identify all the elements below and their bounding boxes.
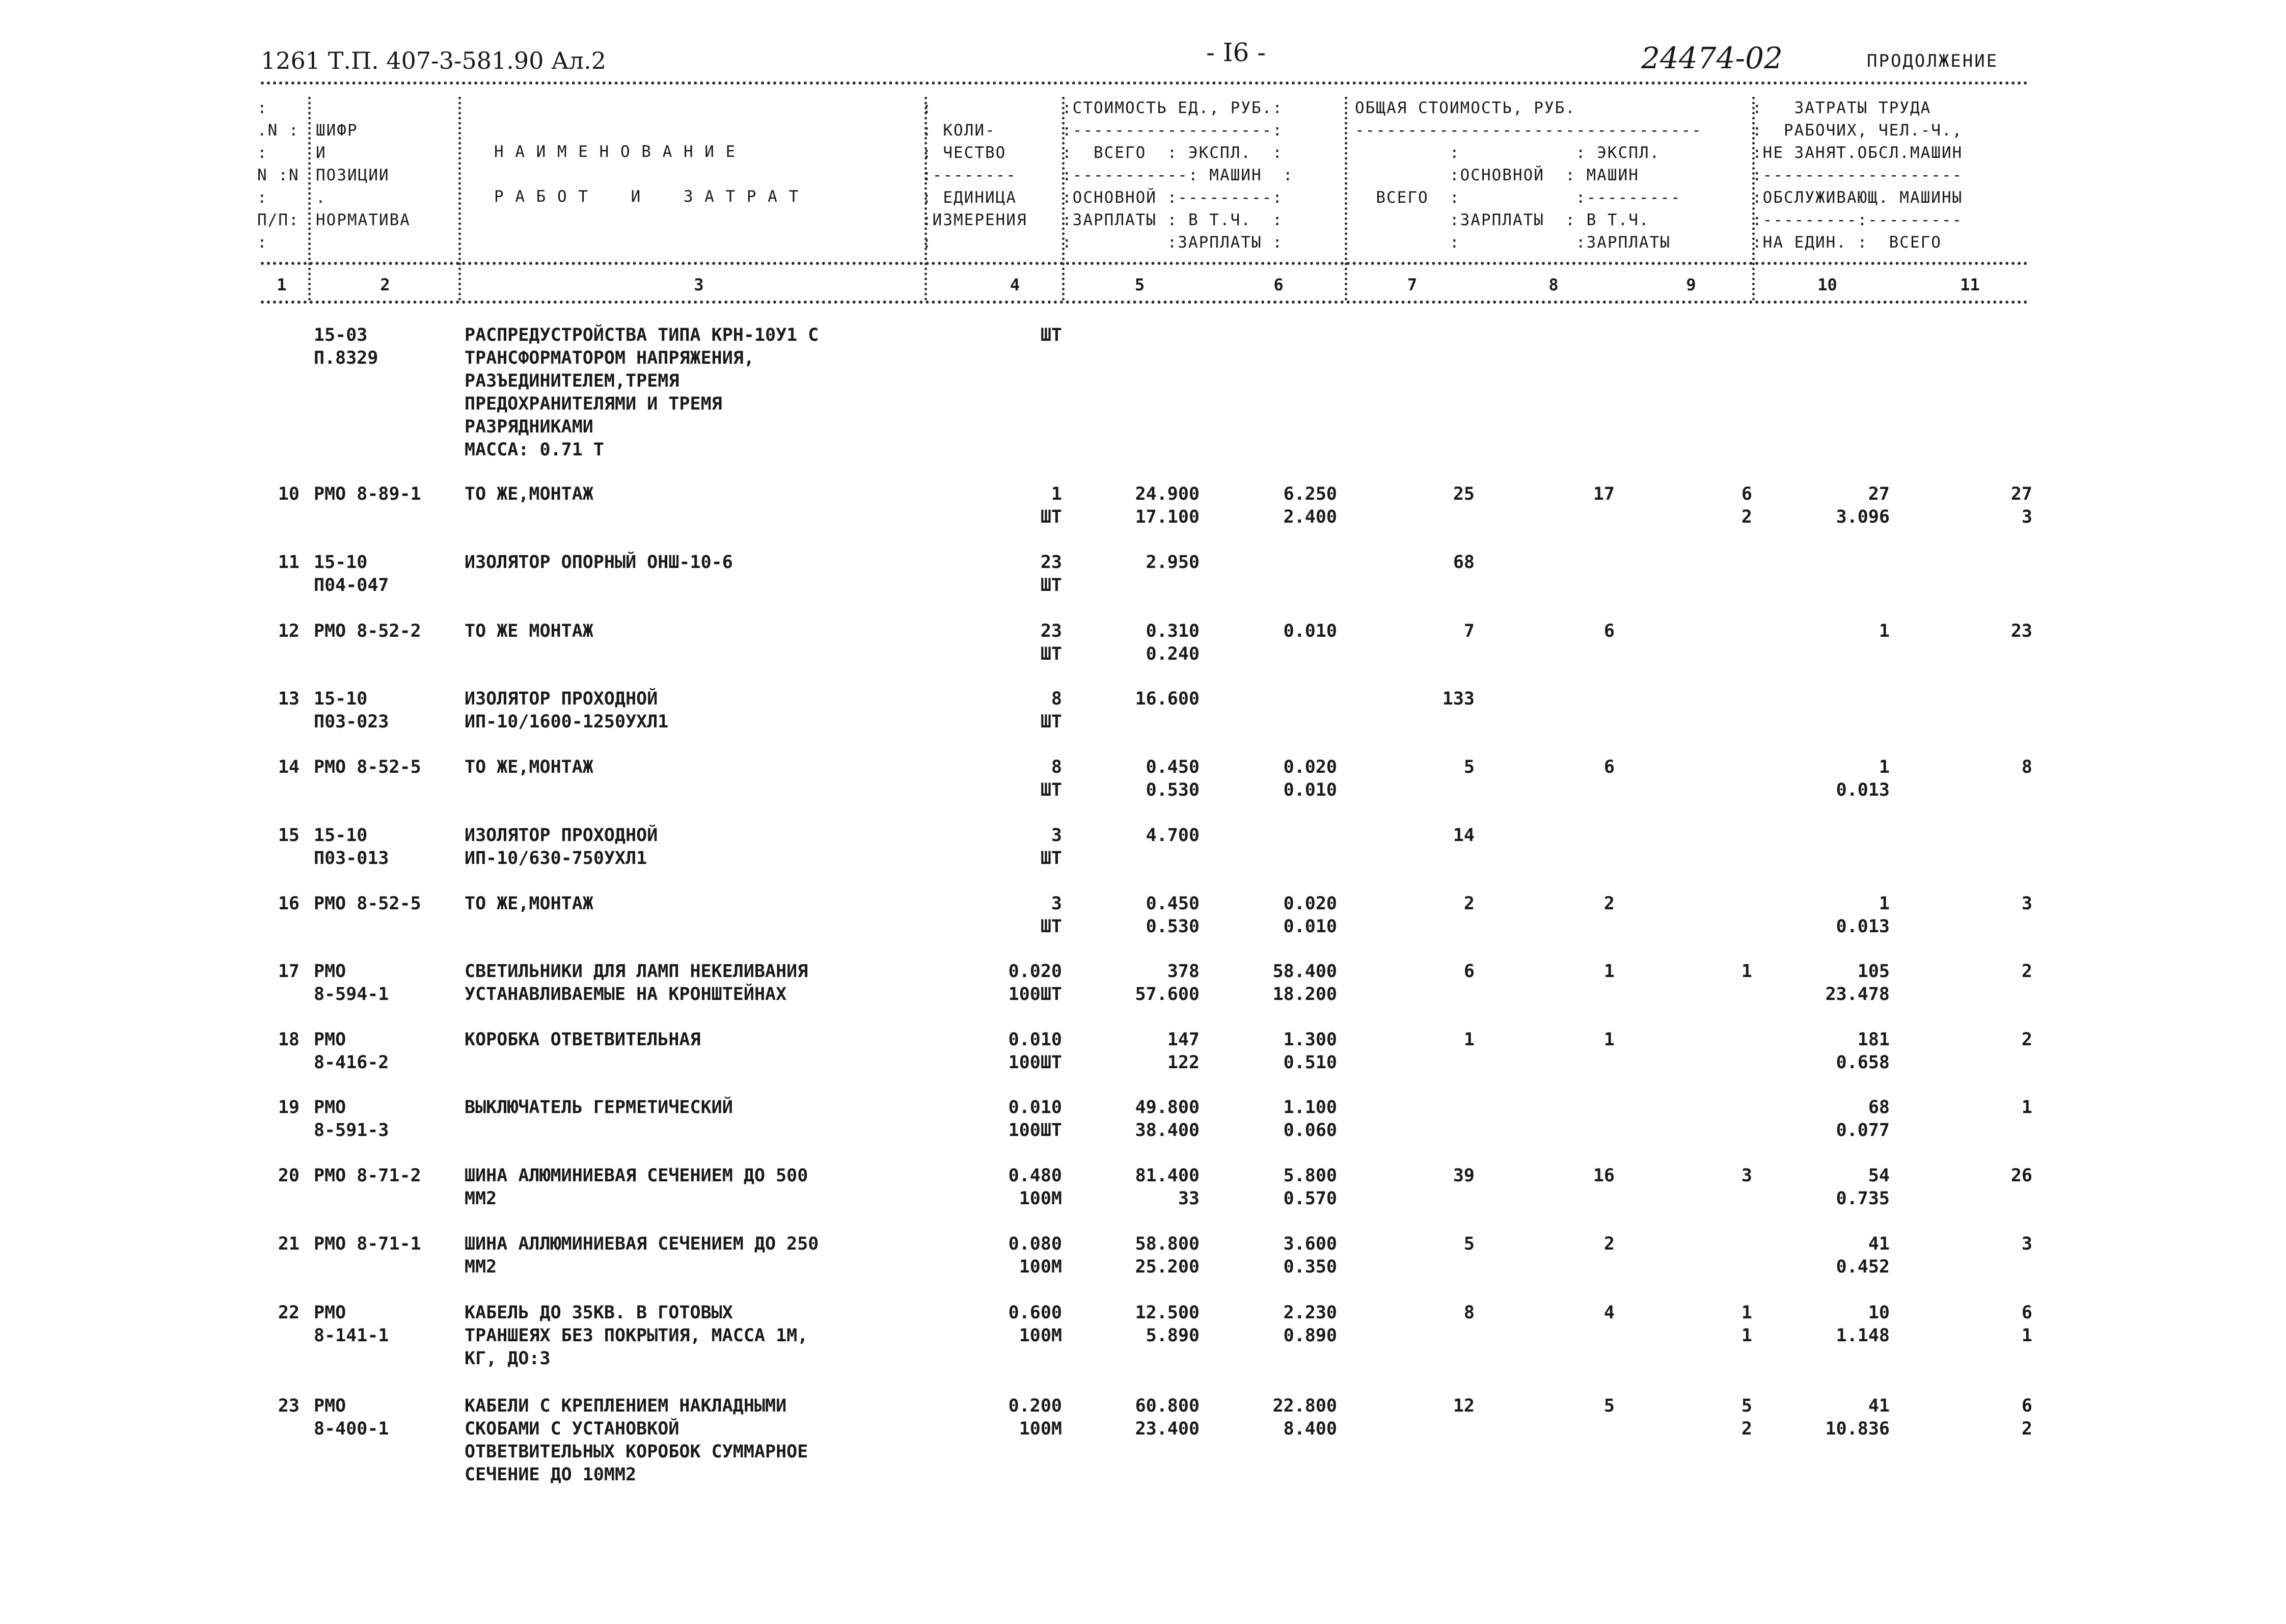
row-unit-cost: 60.800 23.400: [1135, 1396, 1200, 1439]
row-total-cost: 68: [1453, 552, 1475, 573]
row-total-wages: 4: [1603, 1303, 1615, 1323]
row-quantity: 0.010 100ШТ: [1008, 1097, 1062, 1141]
row-quantity: 8 ШТ: [1040, 757, 1062, 800]
row-quantity: 8 ШТ: [1040, 689, 1062, 732]
row-number: 13: [278, 689, 300, 709]
row-number: 16: [278, 894, 300, 914]
row-total-wages: 17: [1593, 484, 1615, 504]
row-code: РМО 8-141-1: [314, 1303, 389, 1346]
row-total-wages: 1: [1603, 961, 1615, 982]
project-code: 24474-02: [1641, 41, 1783, 75]
row-unit-machine-cost: 0.020 0.010: [1283, 757, 1337, 800]
column-number-5: 5: [1134, 275, 1145, 294]
column-number-7: 7: [1407, 275, 1418, 294]
row-total-machine: 1 1: [1741, 1303, 1752, 1346]
row-labor-total: 8: [2021, 757, 2032, 777]
row-labor-total: 26: [2010, 1166, 2032, 1186]
row-total-machine: 5 2: [1741, 1396, 1752, 1439]
column-number-2: 2: [380, 275, 390, 294]
row-unit-machine-cost: 2.230 0.890: [1283, 1303, 1337, 1346]
row-total-cost: 12: [1453, 1396, 1475, 1416]
column-number-11: 11: [1960, 275, 1980, 294]
row-code: РМО 8-591-3: [314, 1097, 389, 1141]
row-labor-total: 27 3: [2010, 484, 2032, 527]
row-unit-cost: 12.500 5.890: [1135, 1303, 1200, 1346]
row-quantity: 3 ШТ: [1040, 894, 1062, 937]
row-name: ТО ЖЕ,МОНТАЖ: [465, 484, 593, 504]
row-unit-machine-cost: 58.400 18.200: [1272, 961, 1337, 1005]
row-labor-total: 2: [2021, 961, 2032, 982]
row-unit-machine-cost: 0.010: [1283, 621, 1337, 641]
row-labor-unit: 41 0.452: [1836, 1234, 1890, 1277]
row-number: 23: [278, 1396, 300, 1416]
row-code: РМО 8-594-1: [314, 961, 389, 1005]
row-unit-machine-cost: 3.600 0.350: [1283, 1234, 1337, 1277]
row-unit-cost: 81.400 33: [1135, 1166, 1200, 1209]
page-number: - I6 -: [1206, 38, 1266, 67]
row-code: 15-10 П04-047: [314, 552, 389, 596]
row-name: ИЗОЛЯТОР ОПОРНЫЙ ОНШ-10-6: [465, 552, 733, 573]
row-number: 19: [278, 1097, 300, 1118]
row-code: РМО 8-71-1: [314, 1234, 421, 1254]
row-labor-unit: 105 23.478: [1825, 961, 1890, 1005]
row-code: РМО 8-89-1: [314, 484, 421, 504]
row-quantity: 0.480 100М: [1008, 1166, 1062, 1209]
col-sep-6: [1345, 97, 1347, 301]
row-labor-unit: 181 0.658: [1836, 1030, 1890, 1073]
row-name: ВЫКЛЮЧАТЕЛЬ ГЕРМЕТИЧЕСКИЙ: [465, 1097, 733, 1118]
row-unit-cost: 147 122: [1167, 1030, 1200, 1073]
row-number: 10: [278, 484, 300, 504]
col-sep-1: [308, 97, 311, 301]
row-labor-total: 6 2: [2021, 1396, 2032, 1439]
row-total-wages: 5: [1603, 1396, 1615, 1416]
row-number: 12: [278, 621, 300, 641]
row-unit-machine-cost: 0.020 0.010: [1283, 894, 1337, 937]
row-quantity: 23 ШТ: [1040, 621, 1062, 664]
header-col-7-9: ОБЩАЯ СТОИМОСТЬ, РУБ. --------------------------------- : : ЭКСПЛ. :ОСНОВНОЙ : МАШИН ВСЕГО : :--------- :ЗАРПЛАТЫ : В Т.Ч. : :ЗАРПЛАТЫ: [1355, 99, 1702, 252]
row-labor-unit: 41 10.836: [1825, 1396, 1890, 1439]
row-labor-total: 6 1: [2021, 1303, 2032, 1346]
row-total-machine: 6 2: [1741, 484, 1752, 527]
row-total-cost: 133: [1442, 689, 1475, 709]
row-labor-total: 3: [2021, 1234, 2032, 1254]
row-name: ИЗОЛЯТОР ПРОХОДНОЙ ИП-10/630-750УХЛ1: [465, 825, 658, 869]
row-total-machine: 1: [1741, 961, 1752, 982]
row-labor-total: 23: [2010, 621, 2032, 641]
row-name: ШИНА АЛЛЮМИНИЕВАЯ СЕЧЕНИЕМ ДО 250 ММ2: [465, 1234, 819, 1277]
row-total-cost: 2: [1463, 894, 1475, 914]
table-top-rule: [261, 82, 2028, 85]
row-code: РМО 8-52-2: [314, 621, 421, 641]
row-total-cost: 7: [1463, 621, 1475, 641]
continuation-label: ПРОДОЛЖЕНИЕ: [1867, 51, 1999, 71]
row-name: ТО ЖЕ,МОНТАЖ: [465, 757, 593, 777]
column-number-rule: [261, 301, 2028, 304]
row-quantity: 0.020 100ШТ: [1008, 961, 1062, 1005]
row-quantity: 3 ШТ: [1040, 825, 1062, 869]
row-name: КОРОБКА ОТВЕТВИТЕЛЬНАЯ: [465, 1030, 701, 1050]
header-col-5-6: :СТОИМОСТЬ ЕД., РУБ.: :-------------------: : ВСЕГО : ЭКСПЛ. : :-----------: МАШИН : :ОСНОВНОЙ :---------: :ЗАРПЛАТЫ : В Т.Ч. : : :ЗАРПЛАТЫ :: [1062, 99, 1294, 252]
row-unit-machine-cost: 22.800 8.400: [1272, 1396, 1337, 1439]
row-total-wages: 1: [1603, 1030, 1615, 1050]
row-total-cost: 1: [1463, 1030, 1475, 1050]
row-unit-cost: 0.450 0.530: [1146, 894, 1200, 937]
row-quantity: 0.080 100М: [1008, 1234, 1062, 1277]
row-total-cost: 5: [1463, 757, 1475, 777]
header-bottom-rule: [261, 262, 2028, 265]
row-labor-unit: 54 0.735: [1836, 1166, 1890, 1209]
header-col-4: : : КОЛИ- : ЧЕСТВО :-------- : ЕДИНИЦА :ИЗМЕРЕНИЯ :: [922, 99, 1027, 252]
row-total-cost: 8: [1463, 1303, 1475, 1323]
row-unit-cost: 58.800 25.200: [1135, 1234, 1200, 1277]
row-total-wages: 6: [1603, 757, 1615, 777]
row-name: ТО ЖЕ,МОНТАЖ: [465, 894, 593, 914]
row-labor-unit: 1 0.013: [1836, 757, 1890, 800]
row-number: 18: [278, 1030, 300, 1050]
row-labor-unit: 1: [1879, 621, 1890, 641]
row-number: 21: [278, 1234, 300, 1254]
row-number: 15: [278, 825, 300, 846]
row-number: 14: [278, 757, 300, 777]
col-sep-2: [458, 97, 461, 301]
row-quantity: ШТ: [1040, 325, 1062, 345]
row-quantity: 23 ШТ: [1040, 552, 1062, 596]
row-unit-machine-cost: 1.100 0.060: [1283, 1097, 1337, 1141]
row-number: 22: [278, 1303, 300, 1323]
row-code: РМО 8-416-2: [314, 1030, 389, 1073]
row-unit-cost: 0.450 0.530: [1146, 757, 1200, 800]
row-total-cost: 25: [1453, 484, 1475, 504]
row-name: КАБЕЛИ С КРЕПЛЕНИЕМ НАКЛАДНЫМИ СКОБАМИ С УСТАНОВКОЙ ОТВЕТВИТЕЛЬНЫХ КОРОБОК СУММАРНОЕ СЕЧЕНИЕ ДО 10ММ2: [465, 1396, 808, 1485]
row-total-wages: 2: [1603, 894, 1615, 914]
row-number: 11: [278, 552, 300, 573]
row-labor-unit: 10 1.148: [1836, 1303, 1890, 1346]
row-unit-cost: 4.700: [1146, 825, 1200, 846]
document-reference: 1261 Т.П. 407-3-581.90 Ал.2: [261, 47, 607, 74]
row-total-machine: 3: [1741, 1166, 1752, 1186]
row-name: ИЗОЛЯТОР ПРОХОДНОЙ ИП-10/1600-1250УХЛ1: [465, 689, 669, 732]
row-unit-machine-cost: 5.800 0.570: [1283, 1166, 1337, 1209]
row-total-cost: 6: [1463, 961, 1475, 982]
row-unit-cost: 24.900 17.100: [1135, 484, 1200, 527]
row-number: 17: [278, 961, 300, 982]
row-total-wages: 2: [1603, 1234, 1615, 1254]
row-unit-cost: 378 57.600: [1135, 961, 1200, 1005]
column-number-3: 3: [694, 275, 704, 294]
row-name: КАБЕЛЬ ДО 35КВ. В ГОТОВЫХ ТРАНШЕЯХ БЕЗ ПОКРЫТИЯ, МАССА 1М, КГ, ДО:3: [465, 1303, 808, 1369]
row-quantity: 1 ШТ: [1040, 484, 1062, 527]
header-col-10-11: : ЗАТРАТЫ ТРУДА : РАБОЧИХ, ЧЕЛ.-Ч., :НЕ ЗАНЯТ.ОБСЛ.МАШИН :------------------- :ОБСЛУЖИВАЮЩ. МАШИНЫ :---------:--------- :НА ЕДИН. : ВСЕГО: [1752, 99, 1963, 252]
row-unit-cost: 49.800 38.400: [1135, 1097, 1200, 1141]
header-col-3: Н А И М Е Н О В А Н И Е Р А Б О Т И З А Т Р А Т: [494, 143, 800, 206]
row-name: СВЕТИЛЬНИКИ ДЛЯ ЛАМП НЕКЕЛИВАНИЯ УСТАНАВЛИВАЕМЫЕ НА КРОНШТЕЙНАХ: [465, 961, 808, 1005]
header-col-2: ШИФР И ПОЗИЦИИ . НОРМАТИВА: [316, 121, 411, 229]
row-unit-machine-cost: 6.250 2.400: [1283, 484, 1337, 527]
row-total-wages: 16: [1593, 1166, 1615, 1186]
row-labor-total: 3: [2021, 894, 2032, 914]
row-code: РМО 8-52-5: [314, 757, 421, 777]
row-unit-cost: 0.310 0.240: [1146, 621, 1200, 664]
row-code: 15-10 П03-023: [314, 689, 389, 732]
row-total-cost: 39: [1453, 1166, 1475, 1186]
row-unit-cost: 16.600: [1135, 689, 1200, 709]
row-code: 15-10 П03-013: [314, 825, 389, 869]
column-number-4: 4: [1010, 275, 1020, 294]
row-quantity: 0.010 100ШТ: [1008, 1030, 1062, 1073]
row-quantity: 0.600 100М: [1008, 1303, 1062, 1346]
header-col-1: : .N : : N :N : П/П: :: [257, 99, 300, 252]
column-number-6: 6: [1273, 275, 1284, 294]
row-total-cost: 5: [1463, 1234, 1475, 1254]
row-labor-unit: 68 0.077: [1836, 1097, 1890, 1141]
row-labor-unit: 27 3.096: [1836, 484, 1890, 527]
row-name: ШИНА АЛЮМИНИЕВАЯ СЕЧЕНИЕМ ДО 500 ММ2: [465, 1166, 808, 1209]
row-total-cost: 14: [1453, 825, 1475, 846]
column-number-10: 10: [1817, 275, 1837, 294]
row-name: ТО ЖЕ МОНТАЖ: [465, 621, 593, 641]
column-number-8: 8: [1548, 275, 1559, 294]
row-labor-total: 2: [2021, 1030, 2032, 1050]
row-code: РМО 8-52-5: [314, 894, 421, 914]
row-unit-cost: 2.950: [1146, 552, 1200, 573]
row-unit-machine-cost: 1.300 0.510: [1283, 1030, 1337, 1073]
row-labor-unit: 1 0.013: [1836, 894, 1890, 937]
row-code: РМО 8-400-1: [314, 1396, 389, 1439]
row-number: 20: [278, 1166, 300, 1186]
row-code: РМО 8-71-2: [314, 1166, 421, 1186]
row-total-wages: 6: [1603, 621, 1615, 641]
row-labor-total: 1: [2021, 1097, 2032, 1118]
column-number-9: 9: [1686, 275, 1696, 294]
row-name: РАСПРЕДУСТРОЙСТВА ТИПА КРН-10У1 С ТРАНСФОРМАТОРОМ НАПРЯЖЕНИЯ, РАЗЪЕДИНИТЕЛЕМ,ТРЕМЯ ПРЕДОХРАНИТЕЛЯМИ И ТРЕМЯ РАЗРЯДНИКАМИ МАССА: 0.71 Т: [465, 325, 819, 460]
row-quantity: 0.200 100М: [1008, 1396, 1062, 1439]
column-number-1: 1: [277, 275, 287, 294]
row-code: 15-03 П.8329: [314, 325, 378, 368]
